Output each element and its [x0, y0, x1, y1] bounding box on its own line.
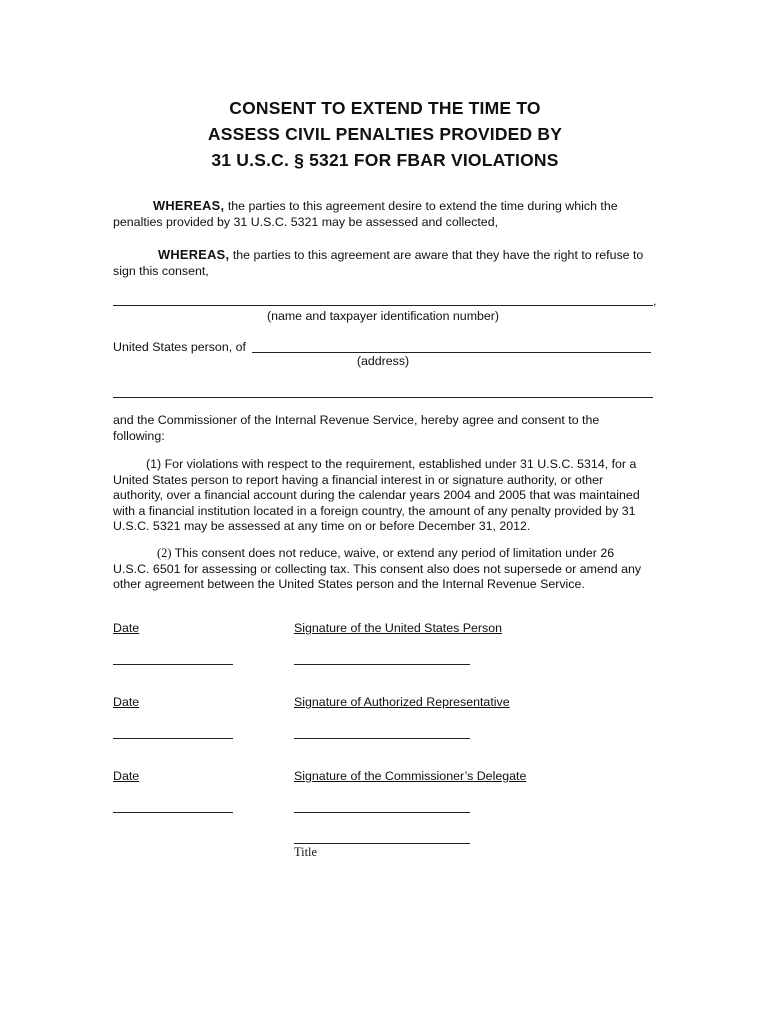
address-caption: (address) — [356, 354, 410, 368]
clause1-number: (1) — [146, 457, 162, 471]
signature-label-us-person: Signature of the United States Person — [294, 621, 503, 635]
signature-field-commissioner-delegate[interactable] — [294, 812, 470, 813]
clause2-line1: This consent does not reduce, waive, or extend any period of limitation under 26 — [174, 546, 615, 560]
commissioner-line1: and the Commissioner of the Internal Revenue Service, hereby agree and consent to the — [113, 413, 600, 427]
document-title — [0, 95, 770, 173]
whereas-keyword: WHEREAS, — [158, 247, 230, 262]
commissioner-paragraph — [113, 413, 658, 444]
signature-label-commissioner-delegate: Signature of the Commissioner’s Delegate — [294, 769, 527, 783]
clause1-line3: authority, over a financial account during the calendar years 2004 and 2005 that was maintained — [113, 488, 640, 502]
title-line-1: CONSENT TO EXTEND THE TIME TO — [229, 98, 541, 118]
date-field-1[interactable] — [113, 664, 233, 665]
address-field[interactable] — [252, 352, 651, 353]
title-field-label: Title — [294, 845, 317, 859]
name-taxpayer-id-field[interactable] — [113, 305, 653, 306]
clause2-line3: other agreement between the United States person and the Internal Revenue Service. — [113, 577, 585, 591]
date-field-3[interactable] — [113, 812, 233, 813]
clause1-line1: For violations with respect to the requirement, established under 31 U.S.C. 5314, for a — [164, 457, 637, 471]
whereas-paragraph-1 — [113, 198, 658, 230]
date-label-1: Date — [113, 621, 140, 635]
name-caption: (name and taxpayer identification number) — [266, 309, 500, 323]
us-person-label: United States person, of — [113, 340, 246, 354]
whereas-paragraph-2 — [113, 247, 658, 279]
signature-field-authorized-rep[interactable] — [294, 738, 470, 739]
date-field-2[interactable] — [113, 738, 233, 739]
title-line-2: ASSESS CIVIL PENALTIES PROVIDED BY — [207, 124, 563, 144]
clause-1 — [113, 457, 658, 535]
whereas1-line1: the parties to this agreement desire to extend the time during which the — [224, 199, 618, 213]
commissioner-line2: following: — [113, 428, 165, 443]
whereas1-line2: penalties provided by 31 U.S.C. 5321 may be assessed and collected, — [113, 214, 499, 229]
clause-2 — [113, 546, 658, 593]
whereas2-line2: sign this consent, — [113, 263, 209, 278]
clause1-line4: with a financial institution located in a foreign country, the amount of any penalty provided by 31 — [113, 503, 636, 518]
signature-field-us-person[interactable] — [294, 664, 470, 665]
address-continuation-field[interactable] — [113, 397, 653, 398]
whereas2-line1: the parties to this agreement are aware that they have the right to refuse to — [229, 248, 644, 262]
clause2-line2: U.S.C. 6501 for assessing or collecting tax. This consent also does not supersede or amend any — [113, 561, 642, 576]
clause1-line2: United States person to report having a financial interest in or signature authority, or other — [113, 472, 604, 487]
date-label-2: Date — [113, 695, 140, 709]
title-field[interactable] — [294, 843, 470, 844]
title-line-3: 31 U.S.C. § 5321 FOR FBAR VIOLATIONS — [211, 150, 559, 170]
clause1-line5: U.S.C. 5321 may be assessed at any time on or before December 31, 2012. — [113, 519, 531, 533]
whereas-keyword: WHEREAS, — [153, 198, 225, 213]
clause2-number: (2) — [157, 546, 172, 560]
signature-label-authorized-rep: Signature of Authorized Representative — [294, 695, 510, 709]
date-label-3: Date — [113, 769, 140, 783]
name-line-comma: , — [653, 294, 657, 308]
